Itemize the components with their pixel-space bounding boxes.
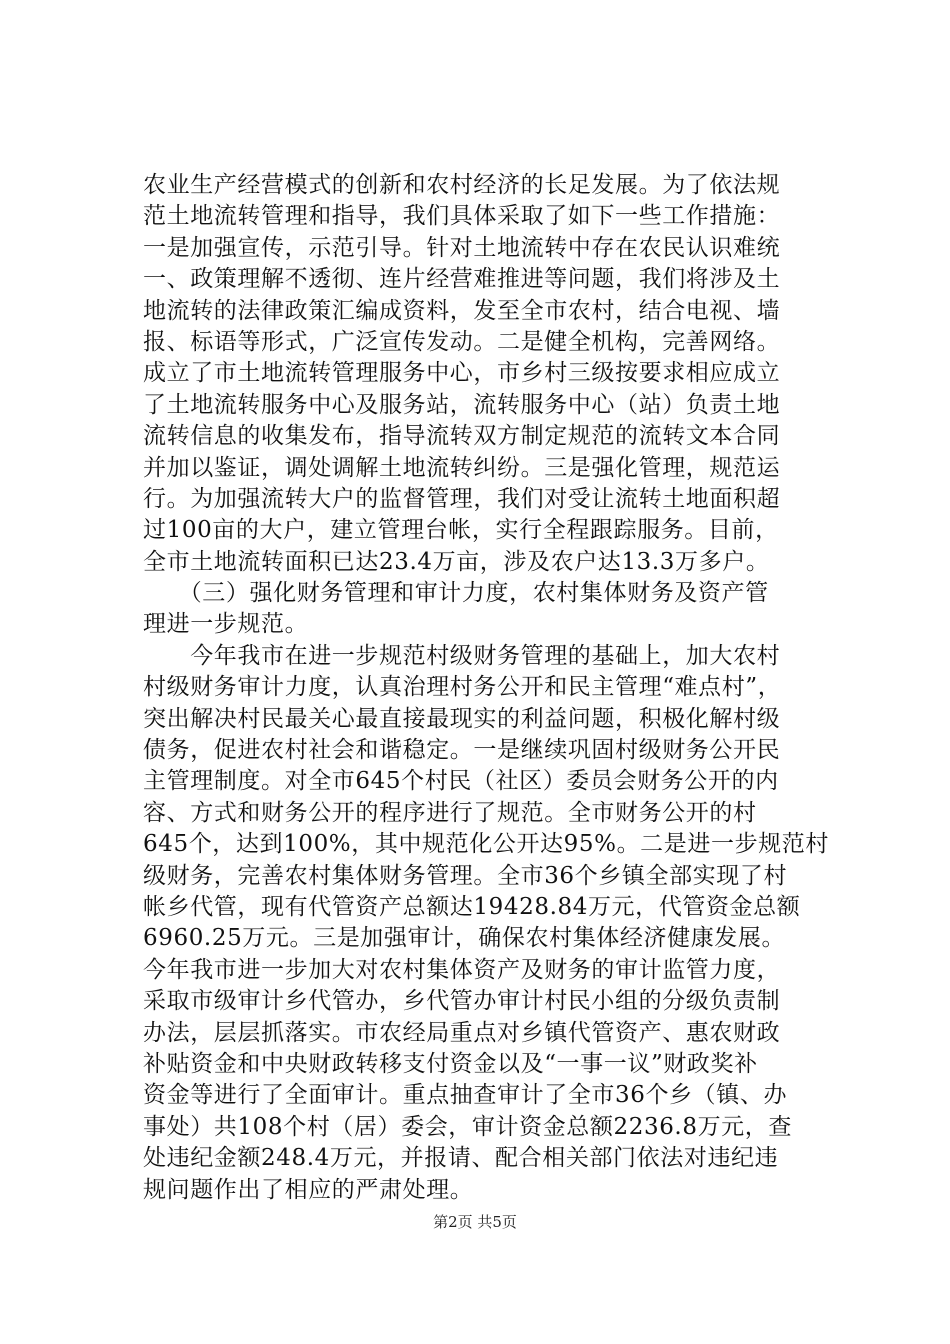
text-line: 行。为加强流转大户的监督管理，我们对受让流转土地面积超: [143, 485, 781, 512]
text-line: 并加以鉴证，调处调解土地流转纠纷。三是强化管理，规范运: [143, 454, 781, 481]
text-line: 645个，达到100%，其中规范化公开达95%。二是进一步规范村: [143, 831, 829, 858]
text-line: 补贴资金和中央财政转移支付资金以及“一事一议”财政奖补: [143, 1050, 758, 1077]
text-line: 过100亩的大户，建立管理台帐，实行全程跟踪服务。目前，: [143, 517, 779, 544]
text-line: 成立了市土地流转管理服务中心，市乡村三级按要求相应成立: [143, 360, 781, 387]
text-line: 采取市级审计乡代管办，乡代管办审计村民小组的分级负责制: [143, 988, 781, 1015]
text-line: 理进一步规范。: [143, 611, 309, 638]
text-line: 地流转的法律政策汇编成资料，发至全市农村，结合电视、墙: [143, 297, 781, 324]
text-line: 一是加强宣传，示范引导。针对土地流转中存在农民认识难统: [143, 234, 781, 261]
text-line: 农业生产经营模式的创新和农村经济的长足发展。为了依法规: [143, 172, 781, 198]
body-text: [143, 170, 833, 1206]
text-line: 容、方式和财务公开的程序进行了规范。全市财务公开的村: [143, 799, 757, 826]
text-line: 规问题作出了相应的严肃处理。: [143, 1176, 474, 1203]
text-line: 了土地流转服务中心及服务站，流转服务中心（站）负责土地: [143, 391, 781, 418]
text-line: 一、政策理解不透彻、连片经营难推进等问题，我们将涉及土: [143, 266, 781, 293]
text-line: 报、标语等形式，广泛宣传发动。二是健全机构，完善网络。: [143, 328, 781, 355]
text-line: 突出解决村民最关心最直接最现实的利益问题，积极化解村级: [143, 705, 781, 732]
text-line: 事处）共108个村（居）委会，审计资金总额2236.8万元，查: [143, 1113, 792, 1140]
text-line: （三）强化财务管理和审计力度，农村集体财务及资产管: [143, 580, 769, 607]
text-line: 办法，层层抓落实。市农经局重点对乡镇代管资产、惠农财政: [143, 1019, 781, 1046]
text-line: 6960.25万元。三是加强审计，确保农村集体经济健康发展。: [143, 925, 786, 952]
text-line: 全市土地流转面积已达23.4万亩，涉及农户达13.3万多户。: [143, 548, 770, 575]
text-line: 主管理制度。对全市645个村民（社区）委员会财务公开的内: [143, 768, 779, 795]
text-line: 今年我市进一步加大对农村集体资产及财务的审计监管力度，: [143, 956, 781, 983]
text-line: 今年我市在进一步规范村级财务管理的基础上，加大农村: [143, 642, 781, 669]
text-line: 资金等进行了全面审计。重点抽查审计了全市36个乡（镇、办: [143, 1082, 788, 1109]
text-line: 级财务，完善农村集体财务管理。全市36个乡镇全部实现了村: [143, 862, 788, 889]
text-line: 帐乡代管，现有代管资产总额达19428.84万元，代管资金总额: [143, 893, 801, 920]
text-line: 村级财务审计力度，认真治理村务公开和民主管理“难点村”，: [143, 674, 782, 701]
page-footer: 第2页 共5页: [433, 1213, 517, 1231]
text-line: 处违纪金额248.4万元，并报请、配合相关部门依法对违纪违: [143, 1145, 779, 1172]
text-line: 债务，促进农村社会和谐稳定。一是继续巩固村级财务公开民: [143, 737, 781, 764]
text-line: 流转信息的收集发布，指导流转双方制定规范的流转文本合同: [143, 423, 781, 450]
text-line: 范土地流转管理和指导，我们具体采取了如下一些工作措施：: [143, 203, 781, 230]
